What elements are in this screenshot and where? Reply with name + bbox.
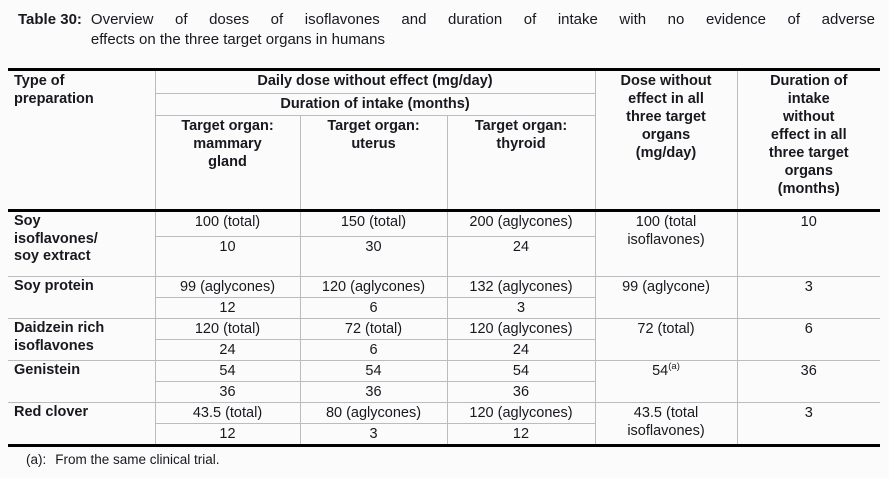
table-row bbox=[8, 277, 880, 298]
header-organ-uterus: Target organ: uterus bbox=[300, 116, 447, 211]
prep-cell: Red clover bbox=[8, 403, 155, 446]
footnote-label: (a): bbox=[26, 452, 47, 467]
header-all-organs-duration: Duration of intake without effect in all three target organs (months) bbox=[737, 70, 880, 211]
all-dose-cell: 100 (total isoflavones) bbox=[595, 211, 737, 277]
header-type-of-preparation: Type of preparation bbox=[14, 73, 94, 107]
table-row bbox=[8, 319, 880, 340]
all-duration-cell: 3 bbox=[737, 277, 880, 319]
prep-cell: Genistein bbox=[8, 361, 155, 403]
all-duration-cell: 6 bbox=[737, 319, 880, 361]
prep-cell: Soy protein bbox=[8, 277, 155, 319]
all-dose-cell: 43.5 (total isoflavones) bbox=[595, 403, 737, 446]
table-row bbox=[8, 361, 880, 382]
dose-cell: 80 (aglycones) bbox=[300, 403, 447, 424]
dose-cell: 120 (aglycones) bbox=[447, 319, 595, 340]
duration-cell: 24 bbox=[155, 340, 300, 361]
dose-cell: 43.5 (total) bbox=[155, 403, 300, 424]
duration-cell: 36 bbox=[155, 382, 300, 403]
all-dose-cell: 99 (aglycone) bbox=[595, 277, 737, 319]
dose-cell: 132 (aglycones) bbox=[447, 277, 595, 298]
duration-cell: 36 bbox=[300, 382, 447, 403]
table-row bbox=[8, 211, 880, 237]
dose-cell: 120 (aglycones) bbox=[300, 277, 447, 298]
duration-cell: 10 bbox=[155, 237, 300, 277]
header-duration-group: Duration of intake (months) bbox=[155, 94, 595, 116]
all-duration-cell: 3 bbox=[737, 403, 880, 446]
duration-cell: 30 bbox=[300, 237, 447, 277]
table-caption bbox=[18, 10, 875, 49]
dose-cell: 99 (aglycones) bbox=[155, 277, 300, 298]
dose-cell: 200 (aglycones) bbox=[447, 211, 595, 237]
dose-cell: 54 bbox=[155, 361, 300, 382]
duration-cell: 3 bbox=[300, 424, 447, 446]
header-daily-dose-group: Daily dose without effect (mg/day) bbox=[155, 70, 595, 94]
caption-line-2: effects on the three target organs in humans bbox=[90, 30, 385, 48]
caption-line-1: Overview of doses of isoflavones and duration of intake with no evidence of adverse bbox=[90, 11, 875, 28]
dose-cell: 120 (aglycones) bbox=[447, 403, 595, 424]
footnote-text: From the same clinical trial. bbox=[55, 452, 220, 467]
prep-cell: Soy isoflavones/ soy extract bbox=[8, 211, 155, 277]
duration-cell: 6 bbox=[300, 298, 447, 319]
dose-cell: 72 (total) bbox=[300, 319, 447, 340]
table-footnote bbox=[26, 452, 880, 467]
duration-cell: 36 bbox=[447, 382, 595, 403]
dose-cell: 120 (total) bbox=[155, 319, 300, 340]
doses-table bbox=[8, 68, 880, 447]
duration-cell: 12 bbox=[155, 298, 300, 319]
duration-cell: 24 bbox=[447, 340, 595, 361]
duration-cell: 3 bbox=[447, 298, 595, 319]
dose-cell: 100 (total) bbox=[155, 211, 300, 237]
dose-cell: 150 (total) bbox=[300, 211, 447, 237]
dose-cell: 54 bbox=[300, 361, 447, 382]
header-all-organs-dose: Dose without effect in all three target organs (mg/day) bbox=[595, 70, 737, 211]
table-caption-text bbox=[91, 10, 875, 49]
header-organ-thyroid: Target organ: thyroid bbox=[447, 116, 595, 211]
all-duration-cell: 10 bbox=[737, 211, 880, 277]
table-row bbox=[8, 403, 880, 424]
all-dose-cell: 72 (total) bbox=[595, 319, 737, 361]
all-duration-cell: 36 bbox=[737, 361, 880, 403]
all-dose-cell: 54$^{(a)}$ bbox=[595, 361, 737, 403]
table-body bbox=[8, 211, 880, 446]
header-organ-mammary: Target organ: mammary gland bbox=[155, 116, 300, 211]
table-header bbox=[8, 70, 880, 211]
duration-cell: 24 bbox=[447, 237, 595, 277]
table-number-label: Table 30: bbox=[18, 11, 82, 28]
prep-cell: Daidzein rich isoflavones bbox=[8, 319, 155, 361]
dose-cell: 54 bbox=[447, 361, 595, 382]
footnote-marker: (a) bbox=[668, 361, 680, 373]
duration-cell: 12 bbox=[447, 424, 595, 446]
duration-cell: 12 bbox=[155, 424, 300, 446]
duration-cell: 6 bbox=[300, 340, 447, 361]
